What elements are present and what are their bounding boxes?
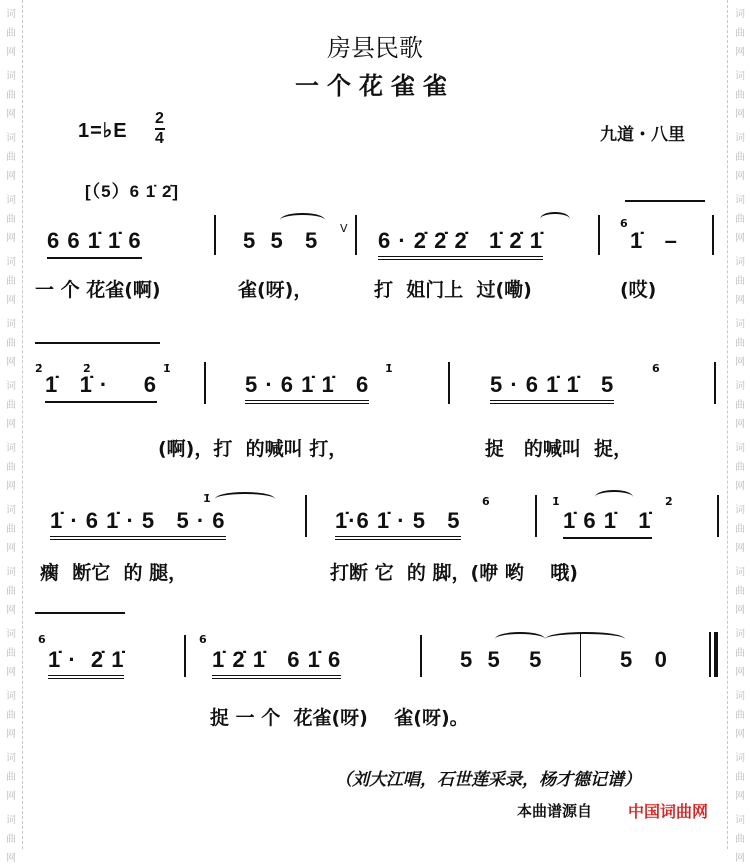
measure: 1̇ 1̇ · 6 xyxy=(45,372,157,403)
watermark-text: 词 曲 网 xyxy=(735,753,745,802)
watermark-text: 词 曲 网 xyxy=(6,71,16,120)
watermark-text: 词 曲 网 xyxy=(6,9,16,58)
credits: （刘大江唱，石世莲采录，杨才德记谱） xyxy=(335,770,641,790)
watermark-text: 词 曲 网 xyxy=(735,9,745,58)
watermark-right xyxy=(733,0,747,868)
measure: 1̇·6 1̇ · 5 5 xyxy=(335,508,461,540)
grace-note: 6 xyxy=(38,633,46,646)
barline xyxy=(305,495,307,537)
lyric: 瘸 断它 的 腿， xyxy=(40,562,188,584)
song-title: 一个花雀雀 xyxy=(295,71,455,100)
barline xyxy=(714,362,716,404)
measure: 1̇ – xyxy=(630,228,678,253)
lyric: 打断 它 的 脚，(咿 哟 哦) xyxy=(330,562,578,584)
tie-line xyxy=(35,612,125,614)
source-label: 本曲谱源自 xyxy=(517,802,593,820)
barline xyxy=(204,362,206,404)
watermark-text: 词 曲 网 xyxy=(735,505,745,554)
watermark-text: 词 曲 网 xyxy=(735,815,745,864)
tie-line xyxy=(625,200,705,202)
watermark-text: 词 曲 网 xyxy=(735,381,745,430)
barline xyxy=(535,495,537,537)
watermark-text: 词 曲 网 xyxy=(6,443,16,492)
slur xyxy=(280,213,325,227)
measure: 1̇ 2̇ 1̇ 6 1̇ 6 xyxy=(212,647,341,679)
barline xyxy=(712,215,714,255)
watermark-text: 词 曲 网 xyxy=(735,443,745,492)
slur xyxy=(540,212,570,226)
tie-line xyxy=(35,342,160,344)
watermark-text: 词 曲 网 xyxy=(735,71,745,120)
measure: 1̇ 6 1̇ 1̇ xyxy=(563,508,652,539)
watermark-text: 词 曲 网 xyxy=(735,257,745,306)
song-category-title: 房县民歌 xyxy=(327,34,423,62)
barline xyxy=(420,635,422,677)
source-site-link[interactable]: 中国词曲网 xyxy=(628,802,709,821)
watermark-text: 词 曲 网 xyxy=(6,257,16,306)
watermark-text: 词 曲 网 xyxy=(6,319,16,368)
final-barline-thick xyxy=(714,632,718,677)
watermark-text: 词 曲 网 xyxy=(735,691,745,740)
watermark-text: 词 曲 网 xyxy=(6,381,16,430)
barline xyxy=(448,362,450,404)
slur xyxy=(215,492,275,506)
watermark-text: 词 曲 网 xyxy=(6,567,16,616)
key-signature: 1=♭E xyxy=(78,120,128,142)
watermark-text: 词 曲 网 xyxy=(735,195,745,244)
measure: 5 0 xyxy=(620,647,668,672)
barline xyxy=(580,632,581,677)
lyric: (哎) xyxy=(620,279,657,301)
grace-note: 2̇ xyxy=(35,362,43,375)
grace-note: 1̇ xyxy=(385,362,393,375)
watermark-text: 词 曲 网 xyxy=(6,505,16,554)
grace-note: 6 xyxy=(482,495,490,508)
barline xyxy=(598,215,600,255)
measure: 5 5 5 xyxy=(460,647,543,672)
measure: 5 · 6 1̇ 1̇ 6 xyxy=(245,372,369,404)
lyric: (啊)，打 的喊叫 打， xyxy=(158,438,348,460)
origin-location: 九道・八里 xyxy=(600,125,685,145)
measure: 5 · 6 1̇ 1̇ 5 xyxy=(490,372,614,404)
measure: 6 6 1̇ 1̇ 6 xyxy=(47,228,142,259)
lyric: 雀(呀)， xyxy=(238,279,313,301)
watermark-text: 词 曲 网 xyxy=(735,133,745,182)
grace-note: 6 xyxy=(620,217,628,230)
watermark-text: 词 曲 网 xyxy=(6,195,16,244)
right-margin-line xyxy=(727,0,728,849)
slur xyxy=(495,632,545,646)
grace-note: 1̇ xyxy=(163,362,171,375)
measure: 6 · 2̇ 2̇ 2̇ 1̇ 2̇ 1̇ xyxy=(378,228,543,260)
time-signature xyxy=(155,110,165,148)
barline xyxy=(355,215,357,255)
barline xyxy=(184,635,186,677)
grace-note: 6 xyxy=(199,633,207,646)
watermark-text: 词 曲 网 xyxy=(6,133,16,182)
barline xyxy=(214,215,216,255)
measure: 5 5 5 xyxy=(243,228,319,253)
watermark-text: 词 曲 网 xyxy=(6,753,16,802)
final-barline-thin xyxy=(709,632,711,677)
lyric: 打 姐门上 过(嘞) xyxy=(374,279,532,301)
watermark-text: 词 曲 网 xyxy=(735,629,745,678)
grace-note: 1̇ xyxy=(552,495,560,508)
grace-note: 2̇ xyxy=(83,362,91,375)
intro-notation: [（5）6 1̇ 2̇] xyxy=(85,182,180,201)
lyric: 捉 一 个 花雀(呀) 雀(呀)。 xyxy=(210,707,469,729)
barline xyxy=(717,495,719,537)
watermark-text: 词 曲 网 xyxy=(6,691,16,740)
lyric: 一 个 花雀(啊) xyxy=(35,279,161,301)
watermark-text: 词 曲 网 xyxy=(735,319,745,368)
measure: 1̇ · 6 1̇ · 5 5 · 6 xyxy=(50,508,226,540)
time-bottom: 4 xyxy=(155,130,165,147)
left-margin-line xyxy=(22,0,23,849)
grace-note: 6 xyxy=(652,362,660,375)
watermark-text: 词 曲 网 xyxy=(735,567,745,616)
slur xyxy=(545,632,625,646)
watermark-text: 词 曲 网 xyxy=(6,629,16,678)
grace-note: 1̇ xyxy=(203,492,211,505)
slur xyxy=(595,490,633,504)
grace-note: 2̇ xyxy=(665,495,673,508)
lyric: 捉 的喊叫 捉， xyxy=(485,438,633,460)
watermark-text: 词 曲 网 xyxy=(6,815,16,864)
watermark-left xyxy=(4,0,18,868)
breath-mark: V xyxy=(340,222,348,235)
measure: 1̇ · 2̇ 1̇ xyxy=(48,647,124,679)
time-top: 2 xyxy=(155,110,165,127)
